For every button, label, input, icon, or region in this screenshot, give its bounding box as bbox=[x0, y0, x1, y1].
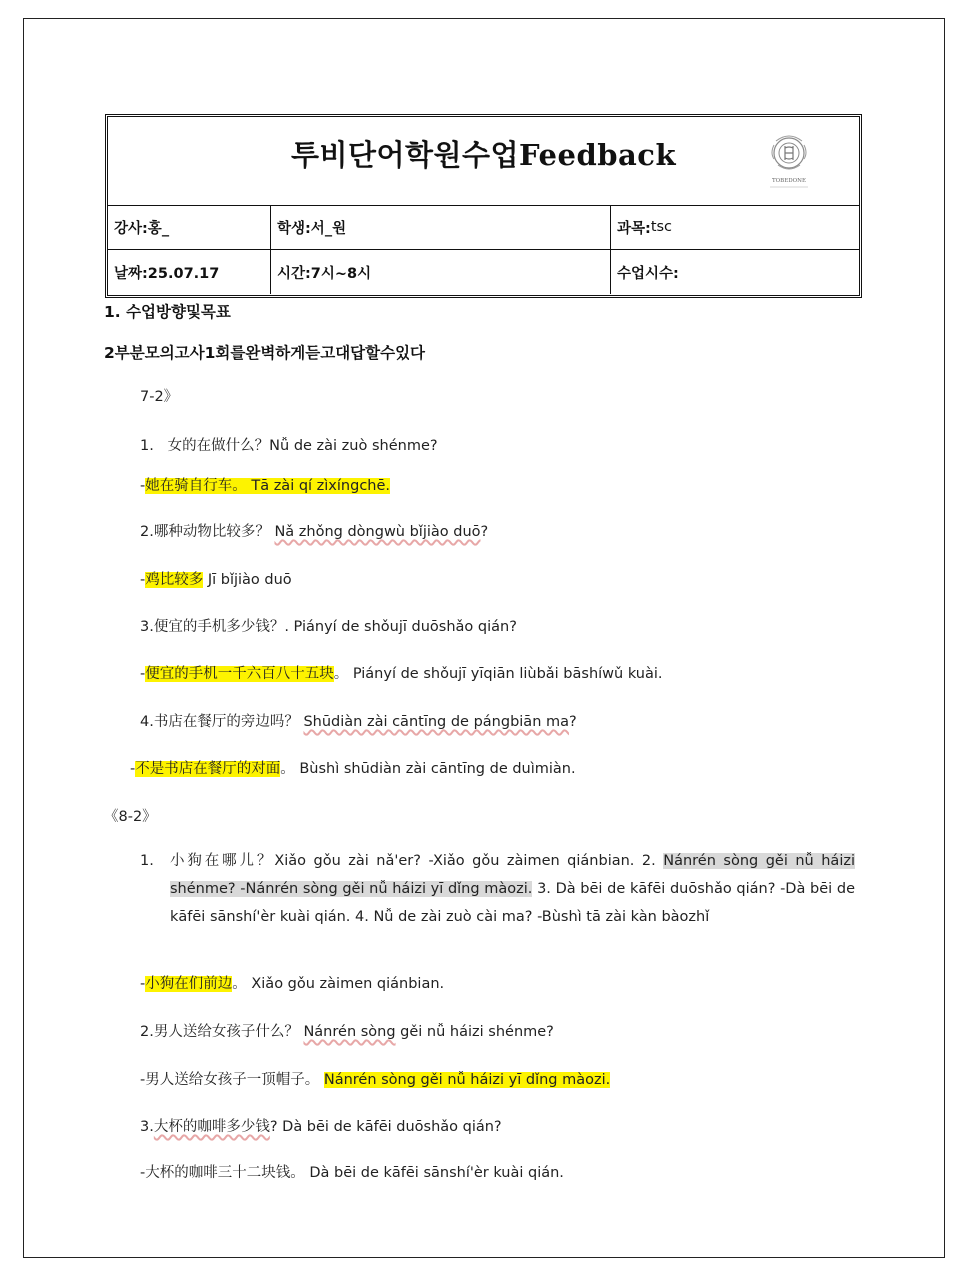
academy-logo-icon bbox=[756, 129, 822, 195]
b-q3-pinyin: ? Dà bēi de kāfēi duōshǎo qián? bbox=[269, 1119, 502, 1135]
q4-line bbox=[140, 710, 577, 731]
paragraph-gray-highlight: Nánrén sòng gěi nǚ háizi shénme? -Nánrén sòng gěi nǚ háizi yī dǐng màozi. bbox=[170, 853, 855, 897]
document-title: 투비단어학원수업Feedback bbox=[290, 138, 677, 172]
a2-prefix: - bbox=[140, 572, 146, 588]
practice-paragraph bbox=[170, 847, 855, 931]
b-q2-chinese: 2.男人送给女孩子什么？ bbox=[140, 1024, 304, 1040]
q1-number: 1. bbox=[140, 438, 154, 454]
q2-chinese: 2.哪种动物比较多？ bbox=[140, 524, 275, 540]
teacher-cell: 강사:홍_ bbox=[108, 205, 271, 249]
b-q3-line bbox=[140, 1115, 502, 1136]
b-q3-chinese: 大杯的咖啡多少钱 bbox=[153, 1119, 270, 1135]
subject-value: tsc bbox=[650, 219, 673, 235]
a3-prefix: - bbox=[140, 666, 146, 682]
header-row-1 bbox=[108, 205, 859, 250]
a4-pinyin: 。 Bùshì shūdiàn zài cāntīng de duìmiàn. bbox=[280, 761, 576, 777]
a2-highlight: 鸡比较多 bbox=[145, 572, 204, 588]
a3-pinyin: 。 Piányí de shǒujī yīqiān liùbǎi bāshíwǔ kuài. bbox=[333, 666, 663, 682]
q2-pinyin: Nǎ zhǒng dòngwù bǐjiào duō bbox=[274, 524, 481, 540]
a3-highlight: 便宜的手机一千六百八十五块 bbox=[145, 666, 334, 682]
part-8-2-label: 《8-2》 bbox=[104, 809, 157, 825]
q3-line: 3.便宜的手机多少钱？. Piányí de shǒujī duōshǎo qián? bbox=[140, 619, 517, 635]
q4-chinese: 4.书店在餐厅的旁边吗？ bbox=[140, 714, 304, 730]
b-q3-number: 3. bbox=[140, 1119, 154, 1135]
b-q2-pinyin-marked: Nánrén sòng bbox=[303, 1024, 396, 1040]
b-a3-line: -大杯的咖啡三十二块钱。 Dà bēi de kāfēi sānshí'èr kuài qián. bbox=[140, 1165, 564, 1181]
a2-line bbox=[140, 568, 292, 589]
q2-end: ? bbox=[480, 524, 489, 540]
b-q2-line bbox=[140, 1020, 554, 1041]
paragraph-part-a: 小狗在哪儿？Xiǎo gǒu zài nǎ'er? -Xiǎo gǒu zàimen qiánbian. 2. bbox=[170, 853, 664, 869]
a4-highlight: 不是书店在餐厅的对面 bbox=[135, 761, 281, 777]
date-cell: 날짜:25.07.17 bbox=[108, 250, 271, 294]
b-a2-chinese: -男人送给女孩子一顶帽子。 bbox=[140, 1072, 324, 1088]
b-a2-highlight: Nánrén sòng gěi nǚ háizi yī dǐng màozi. bbox=[323, 1072, 611, 1088]
b-a1-pinyin: 。 Xiǎo gǒu zàimen qiánbian. bbox=[232, 976, 445, 992]
p-number: 1. bbox=[140, 853, 154, 869]
a4-line bbox=[130, 757, 576, 778]
q2-line bbox=[140, 520, 488, 541]
q1-line bbox=[140, 434, 438, 455]
a1-highlight: 她在骑自行车。 Tā zài qí zìxíngchē. bbox=[145, 478, 391, 494]
b-a1-line bbox=[140, 972, 444, 993]
part-7-2-label: 7-2》 bbox=[140, 389, 179, 405]
a1-line bbox=[140, 474, 390, 495]
a4-prefix: - bbox=[130, 761, 136, 777]
q4-end: ? bbox=[569, 714, 577, 730]
q1-text: 女的在做什么？Nǚ de zài zuò shénme? bbox=[167, 438, 438, 454]
student-cell: 학생:서_원 bbox=[271, 205, 611, 249]
goal-text: 2부분모의고사1회를완벽하게듣고대답할수있다 bbox=[104, 344, 426, 362]
header-row-2 bbox=[108, 250, 859, 294]
goal-heading: 1. 수업방향및목표 bbox=[104, 303, 231, 321]
b-a1-prefix: - bbox=[140, 976, 146, 992]
a2-pinyin: Jī bǐjiào duō bbox=[203, 572, 292, 588]
subject-cell bbox=[611, 205, 859, 249]
a3-line bbox=[140, 662, 662, 683]
a1-prefix: - bbox=[140, 478, 146, 494]
subject-label: 과목: bbox=[617, 220, 651, 237]
q4-pinyin: Shūdiàn zài cāntīng de pángbiān ma bbox=[303, 714, 569, 730]
svg-text:TOBEDONE: TOBEDONE bbox=[772, 178, 806, 184]
lesson-count-cell: 수업시수: bbox=[617, 265, 679, 282]
b-q2-pinyin: gěi nǚ háizi shénme? bbox=[395, 1024, 554, 1040]
b-a2-line bbox=[140, 1068, 610, 1089]
title-row bbox=[108, 117, 859, 206]
time-cell: 시간:7시~8시 bbox=[271, 250, 611, 294]
paragraph-part-b: 3. Dà bēi de kāfēi duōshǎo qián? -Dà bēi de kāfēi sānshí'èr kuài qián. 4. Nǚ de zài zuò cài ma? -Bùshì tā zài kàn bàozhǐ bbox=[170, 881, 855, 925]
header-table bbox=[105, 114, 862, 298]
b-a1-highlight: 小狗在们前边 bbox=[145, 976, 233, 992]
